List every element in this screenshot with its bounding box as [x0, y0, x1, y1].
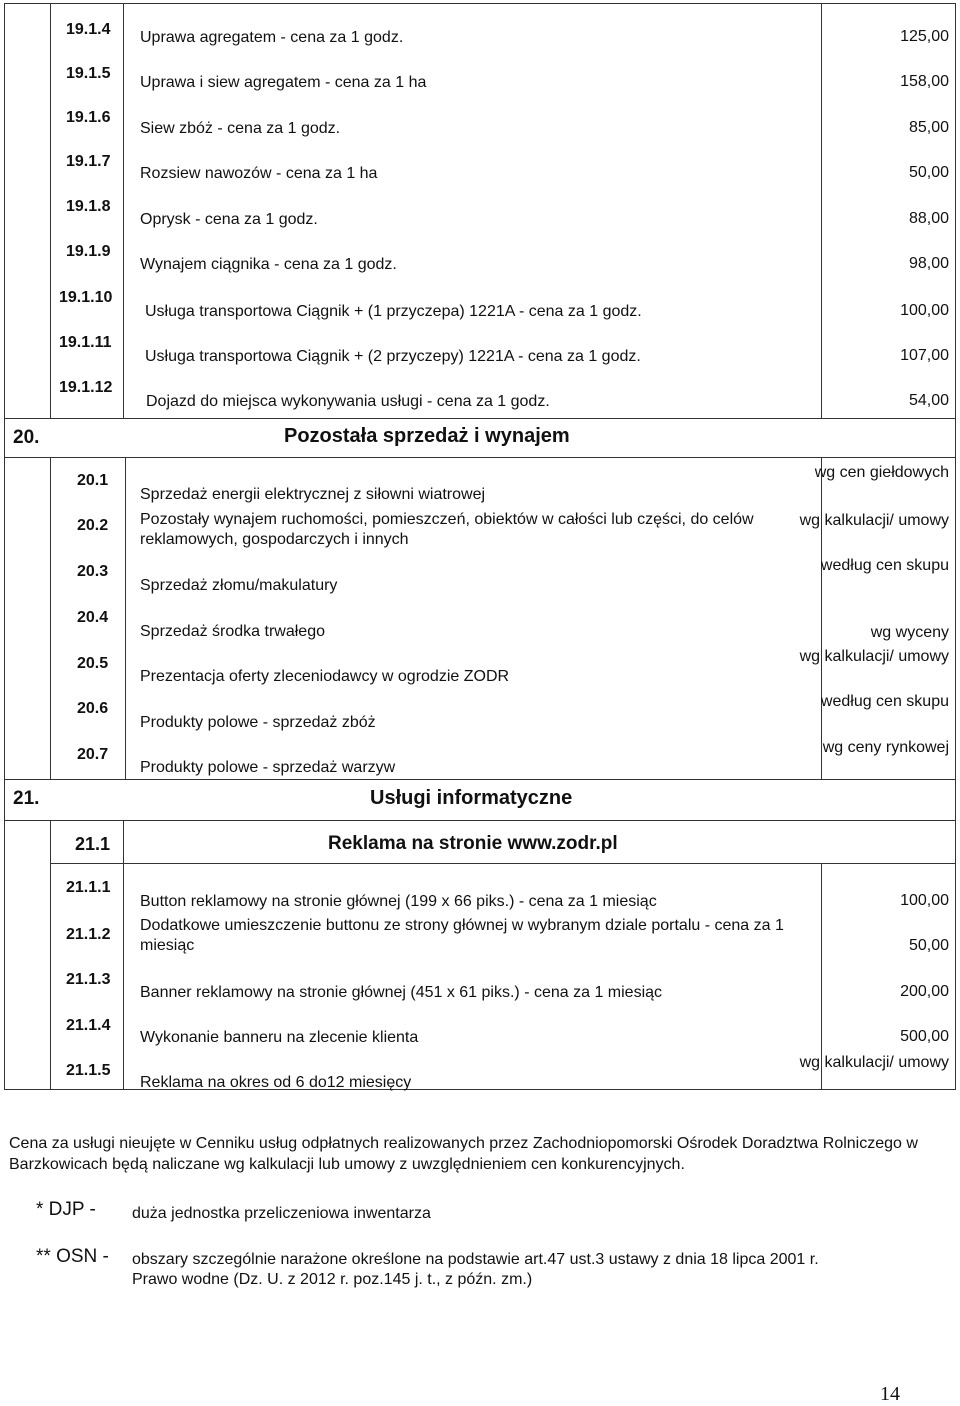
page-number: 14 [880, 1383, 900, 1405]
row-price: wg wyceny [870, 624, 949, 641]
section-number: 21. [13, 788, 40, 809]
row-description: Uprawa agregatem - cena za 1 godz. [140, 29, 404, 46]
row-price: według cen skupu [820, 693, 949, 710]
row-price: 158,00 [900, 73, 949, 90]
footnote-osn-text: obszary szczególnie narażone określone na podstawie art.47 ust.3 ustawy z dnia 18 lipca 2001 r. [132, 1251, 819, 1268]
row-description: Dojazd do miejsca wykonywania usługi - cena za 1 godz. [146, 393, 550, 410]
row-number: 19.1.9 [66, 243, 111, 260]
row-description: Sprzedaż złomu/makulatury [140, 577, 338, 594]
row-number: 20.2 [77, 517, 109, 534]
row-price: wg kalkulacji/ umowy [799, 1054, 949, 1071]
section-title: Pozostała sprzedaż i wynajem [284, 425, 570, 447]
row-price: 107,00 [900, 347, 949, 364]
section-number: 20. [13, 427, 40, 448]
row-price: według cen skupu [820, 557, 949, 574]
row-description: Usługa transportowa Ciągnik + (2 przyczepy) 1221A - cena za 1 godz. [145, 348, 641, 365]
pricing-note: Cena za usługi nieujęte w Cenniku usług odpłatnych realizowanych przez Zachodniopomorski Ośrodek Doradztwa Rolniczego w Barzkowicach będą naliczane wg kalkulacji lub umowy z uwzględnieniem cen konkurencyjnych. [9, 1135, 918, 1173]
row-description: Button reklamowy na stronie głównej (199 x 66 piks.) - cena za 1 miesiąc [140, 893, 657, 910]
row-number: 20.5 [77, 655, 109, 672]
row-description: Reklama na okres od 6 do12 miesięcy [140, 1074, 412, 1091]
row-description: Dodatkowe umieszczenie buttonu ze strony głównej w wybranym dziale portalu - cena za 1 miesiąc [140, 917, 784, 954]
row-price: wg ceny rynkowej [822, 739, 949, 756]
row-description: Produkty polowe - sprzedaż zbóż [140, 714, 376, 731]
row-description: Sprzedaż środka trwałego [140, 623, 325, 640]
row-description: Usługa transportowa Ciągnik + (1 przyczepa) 1221A - cena za 1 godz. [145, 303, 642, 320]
row-price: 100,00 [900, 302, 949, 319]
row-number: 21.1.2 [66, 926, 111, 943]
row-number: 19.1.12 [59, 379, 113, 396]
row-price: 500,00 [900, 1028, 949, 1045]
row-description: Uprawa i siew agregatem - cena za 1 ha [140, 74, 427, 91]
row-number: 21.1.1 [66, 879, 111, 896]
row-number: 20.4 [77, 609, 109, 626]
row-description: Oprysk - cena za 1 godz. [140, 211, 318, 228]
row-price: 50,00 [908, 937, 949, 954]
row-description: Sprzedaż energii elektrycznej z siłowni wiatrowej [140, 486, 486, 503]
subsection-title: Reklama na stronie www.zodr.pl [328, 833, 618, 854]
row-number: 21.1.5 [66, 1062, 111, 1079]
section-title: Usługi informatyczne [370, 787, 573, 809]
row-number: 19.1.4 [66, 21, 111, 38]
row-description: Pozostały wynajem ruchomości, pomieszczeń, obiektów w całości lub części, do celów reklamowych, gospodarczych i innych [140, 511, 754, 548]
row-number: 20.7 [77, 746, 109, 763]
row-price: 200,00 [900, 983, 949, 1000]
row-description: Banner reklamowy na stronie głównej (451 x 61 piks.) - cena za 1 miesiąc [140, 984, 663, 1001]
row-number: 21.1.4 [66, 1017, 111, 1034]
footnote-osn-text: Prawo wodne (Dz. U. z 2012 r. poz.145 j. t., z późn. zm.) [132, 1271, 533, 1288]
row-description: Siew zbóż - cena za 1 godz. [140, 120, 341, 137]
row-number: 19.1.6 [66, 109, 111, 126]
price-list-table [4, 3, 956, 1090]
row-number: 21.1.3 [66, 971, 111, 988]
row-number: 20.6 [77, 700, 109, 717]
row-price: 125,00 [900, 28, 949, 45]
row-price: wg kalkulacji/ umowy [799, 512, 949, 529]
row-price: 50,00 [908, 164, 949, 181]
row-price: wg kalkulacji/ umowy [799, 648, 949, 665]
row-number: 19.1.7 [66, 153, 111, 170]
row-number: 20.3 [77, 563, 109, 580]
row-price: wg cen giełdowych [814, 464, 949, 481]
row-number: 19.1.11 [59, 334, 112, 351]
footnote-djp-text: duża jednostka przeliczeniowa inwentarza [132, 1205, 431, 1222]
row-number: 19.1.10 [59, 289, 113, 306]
row-price: 88,00 [908, 210, 949, 227]
row-description: Rozsiew nawozów - cena za 1 ha [140, 165, 378, 182]
subsection-number: 21.1 [75, 834, 111, 854]
footnote-osn-mark: ** OSN - [36, 1246, 109, 1267]
row-price: 54,00 [908, 392, 949, 409]
row-description: Wynajem ciągnika - cena za 1 godz. [140, 256, 397, 273]
row-price: 100,00 [900, 892, 949, 909]
row-description: Wykonanie banneru na zlecenie klienta [140, 1029, 419, 1046]
row-price: 85,00 [908, 119, 949, 136]
row-description: Produkty polowe - sprzedaż warzyw [140, 759, 396, 776]
row-description: Prezentacja oferty zleceniodawcy w ogrodzie ZODR [140, 668, 510, 685]
row-price: 98,00 [908, 255, 949, 272]
row-number: 19.1.5 [66, 65, 111, 82]
row-number: 19.1.8 [66, 198, 111, 215]
row-number: 20.1 [77, 472, 109, 489]
footnote-djp-mark: * DJP - [36, 1199, 96, 1220]
